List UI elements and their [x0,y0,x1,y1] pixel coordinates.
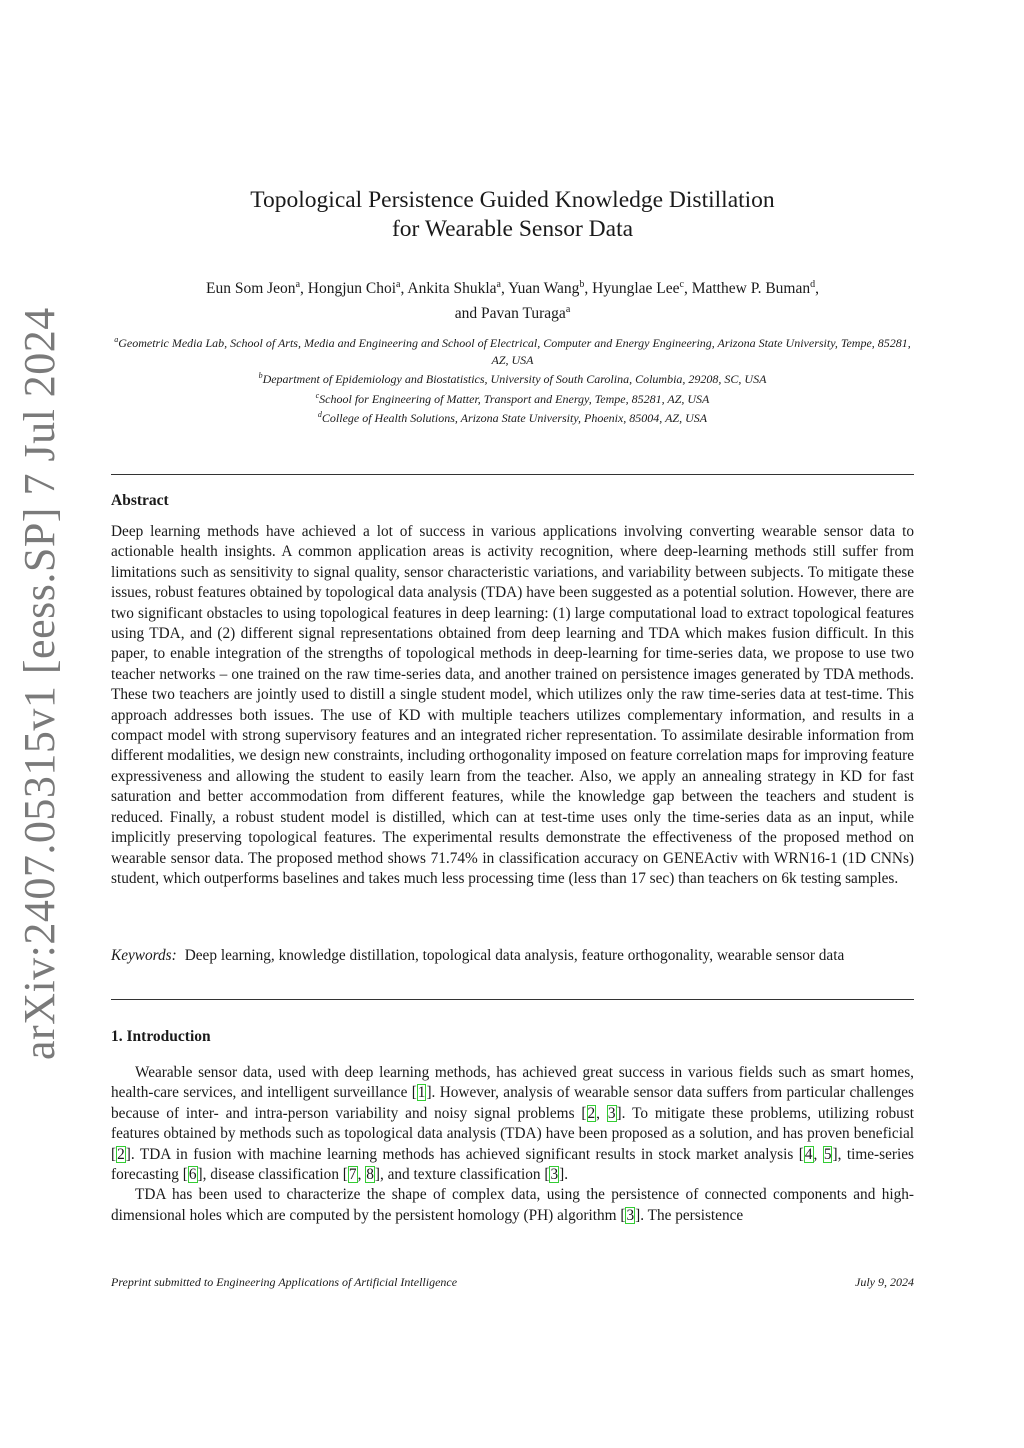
citation-link[interactable]: 2 [117,1145,125,1163]
abstract-top-divider [111,474,914,475]
paragraph-text: ], disease classification [ [197,1166,348,1184]
citation-link[interactable]: 5 [823,1145,832,1163]
affiliation: $^c$School for Engineering of Matter, Transport and Energy, Tempe, 85281, AZ, USA [315,390,710,406]
citation-link[interactable]: 3 [550,1166,559,1184]
paragraph-text: Wearable sensor data, used with deep learning methods, has achieved great success in various fields such as smart homes, health-care services, and intelligent surveillance [ [111,1064,914,1102]
paragraph-text: , [596,1104,607,1122]
affiliation: $^a$Geometric Media Lab, School of Arts, Media and Engineering and School of Electrical, Computer and Energy Engineering, Arizona State University, Tempe, 85281, AZ, USA [114,335,911,367]
citation-link[interactable]: 6 [188,1166,197,1184]
paragraph-text: ], and texture classification [ [374,1166,550,1184]
keywords [111,946,914,966]
paragraph-text: ], time-series forecasting [ [111,1145,914,1184]
author: Yuan Wang$^b$, [508,279,593,298]
keywords-label: Keywords: [111,947,177,964]
author: Hyunglae Lee$^c$, [592,279,692,298]
footer-journal: Preprint submitted to Engineering Applications of Artificial Intelligence [111,1275,458,1289]
author: Ankita Shukla$^a$, [407,279,509,298]
keywords-text: Deep learning, knowledge distillation, topological data analysis, feature orthogonality, wearable sensor data [184,947,845,964]
abstract-heading: Abstract [111,492,169,509]
citation-link[interactable]: 2 [587,1104,596,1122]
citation-link[interactable]: 4 [804,1145,813,1163]
citation-link[interactable]: 3 [626,1206,635,1224]
paper-title [111,186,914,244]
abstract-bottom-divider [111,999,914,1000]
author: Hongjun Choi$^a$, [307,279,408,298]
paragraph-text: TDA has been used to characterize the shape of complex data, using the persistence of connected components and high-dimensional holes which are computed by the persistent homology (PH) algorithm [ [111,1186,914,1224]
paragraph [111,1185,914,1226]
abstract-body: Deep learning methods have achieved a lot of success in various applications involving converting wearable sensor data to actionable health insights. A common application areas is activity recognition, where deep-learning methods still suffer from limitations such as sensitivity to signal quality, sensor characteristic variations, and variability between subjects. To mitigate these issues, robust features obtained by topological data analysis (TDA) have been suggested as a potential solution. However, there are two significant obstacles to using topological features in deep learning: (1) large computational load to extract topological features using TDA, and (2) different signal representations obtained from deep learning and TDA which makes fusion difficult. In this paper, to enable integration of the strengths of topological methods in deep-learning for time-series data, we propose to use two teacher networks – one trained on the raw time-series data, and another trained on persistence images generated by TDA methods. These two teachers are jointly used to distill a single student model, which utilizes only the raw time-series data at test-time. This approach addresses both issues. The use of KD with multiple teachers utilizes complementary information, and results in a compact model with strong supervisory features and an integrated richer representation. To assimilate desirable information from different modalities, we design new constraints, including orthogonality imposed on feature correlation maps for improving feature expressiveness and allowing the student to easily learn from the teacher. Also, we apply an annealing strategy in KD for fast saturation and better accommodation from different features, while the knowledge gap between the teachers and student is reduced. Finally, a robust student model is distilled, which can at test-time uses only the time-series data as an input, while implicitly preserving topological features. The experimental results demonstrate the effectiveness of the proposed method on wearable sensor data. The proposed method shows 71.74% in classification accuracy on GENEActiv with WRN16-1 (1D CNNs) student, which outperforms baselines and takes much less processing time (less than 17 sec) than teachers on 6k testing samples. [111,523,915,887]
paragraph-text: ]. The persistence [635,1206,744,1224]
affiliation: $^b$Department of Epidemiology and Biostatistics, University of South Carolina, Columbia, 29208, SC, USA [258,371,767,386]
citation-link[interactable]: 3 [607,1104,616,1122]
paragraph-text: ]. TDA in fusion with machine learning methods has achieved significant results in stock market analysis [ [125,1145,804,1163]
citation-link[interactable]: 8 [366,1166,374,1184]
paragraph-text: , [357,1166,366,1184]
paragraph-text: ]. To mitigate these problems, utilizing robust features obtained by methods such as topological data analysis (TDA) have been proposed as a solution, and has proven beneficial [ [111,1104,914,1163]
paragraph-text: , [813,1145,823,1163]
footer-date: July 9, 2024 [855,1275,914,1289]
title-line-1: Topological Persistence Guided Knowledge Distillation [250,187,775,213]
author: Eun Som Jeon$^a$, [206,279,308,298]
paragraph-text: ]. [559,1166,569,1184]
section-heading-introduction: 1. Introduction [111,1028,211,1045]
paragraph [111,1063,914,1185]
author: and Pavan Turaga$^a$ [454,304,571,323]
author-list [111,274,914,324]
affiliation-list [111,332,914,427]
citation-link[interactable]: 7 [348,1166,357,1184]
citation-link[interactable]: 1 [417,1084,426,1102]
paragraph-text: ]. However, analysis of wearable sensor data suffers from particular challenges because of inter- and intra-person variability and noisy signal problems [ [111,1084,915,1122]
arxiv-identifier: arXiv:2407.05315v1 [eess.SP] 7 Jul 2024 [15,307,64,1060]
author: Matthew P. Buman$^d$, [691,279,819,298]
title-line-2: for Wearable Sensor Data [391,216,634,242]
affiliation: $^d$College of Health Solutions, Arizona State University, Phoenix, 85004, AZ, USA [317,410,708,425]
introduction-body [111,1063,914,1226]
